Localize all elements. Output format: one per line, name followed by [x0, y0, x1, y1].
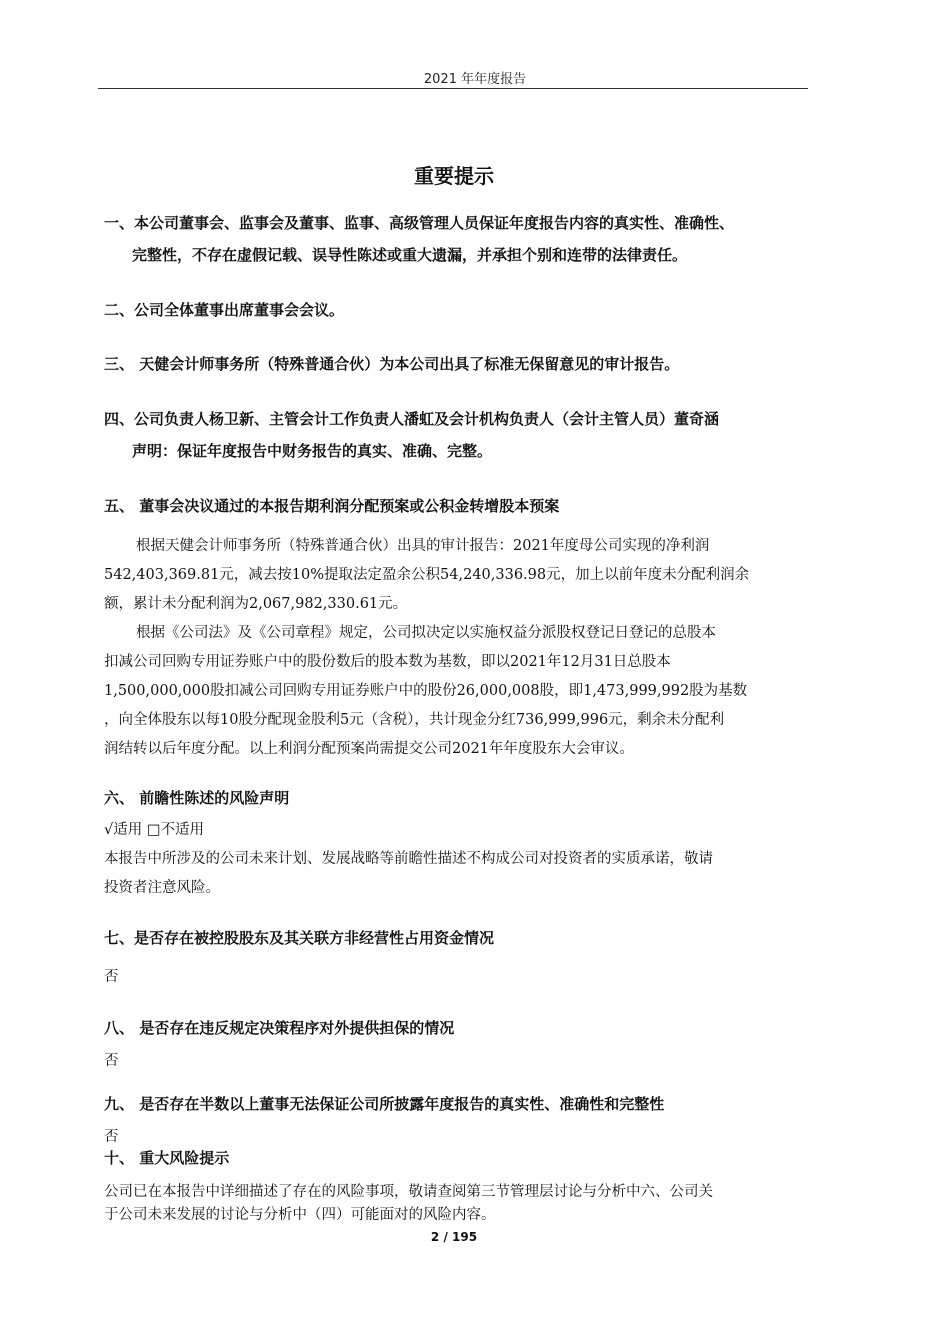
- item-two: 二、公司全体董事出席董事会会议。: [104, 301, 345, 319]
- page-number: 2 / 195: [430, 1230, 478, 1244]
- item-ten-heading: 十、 重大风险提示: [104, 1149, 230, 1167]
- six-checkbox-status: √适用 □不适用: [104, 822, 205, 838]
- five-paragraph2-line4: ，向全体股东以每10股分配现金股利5元（含税），共计现金分红736,999,996元，剩余未分配利: [104, 712, 725, 728]
- page-title: 重要提示: [414, 164, 494, 188]
- item-seven-answer: 否: [104, 969, 119, 985]
- item-four-line2: 声明：保证年度报告中财务报告的真实、准确、完整。: [132, 442, 493, 460]
- five-paragraph2-line3: 1,500,000,000股扣减公司回购专用证券账户中的股份26,000,008股，即1,473,999,992股为基数: [104, 683, 748, 699]
- five-paragraph2-line1: 根据《公司法》及《公司章程》规定，公司拟决定以实施权益分派股权登记日登记的总股本: [136, 625, 716, 641]
- page-header: 2021 年年度报告: [423, 72, 527, 87]
- item-four-line1: 四、公司负责人杨卫新、主管会计工作负责人潘虹及会计机构负责人（会计主管人员）董奇涵: [104, 410, 720, 428]
- five-paragraph2-line2: 扣减公司回购专用证券账户中的股份数后的股本数为基数，即以2021年12月31日总股本: [104, 654, 671, 670]
- header-divider: [98, 88, 808, 89]
- five-paragraph1-line1: 根据天健会计师事务所（特殊普通合伙）出具的审计报告：2021年度母公司实现的净利润: [136, 538, 710, 554]
- item-seven-heading: 七、是否存在被控股股东及其关联方非经营性占用资金情况: [104, 929, 495, 947]
- five-paragraph1-line3: 额，累计未分配利润为2,067,982,330.61元。: [104, 596, 408, 612]
- item-one-line1: 一、本公司董事会、监事会及董事、监事、高级管理人员保证年度报告内容的真实性、准确性、: [104, 214, 735, 232]
- ten-paragraph-line1: 公司已在本报告中详细描述了存在的风险事项，敬请查阅第三节管理层讨论与分析中六、公司关: [104, 1184, 713, 1200]
- item-eight-heading: 八、 是否存在违反规定决策程序对外提供担保的情况: [104, 1019, 455, 1037]
- item-three: 三、 天健会计师事务所（特殊普通合伙）为本公司出具了标准无保留意见的审计报告。: [104, 355, 680, 373]
- item-eight-answer: 否: [104, 1053, 119, 1069]
- item-nine-heading: 九、 是否存在半数以上董事无法保证公司所披露年度报告的真实性、准确性和完整性: [104, 1095, 665, 1113]
- item-six-heading: 六、 前瞻性陈述的风险声明: [104, 789, 290, 807]
- item-five-heading: 五、 董事会决议通过的本报告期利润分配预案或公积金转增股本预案: [104, 497, 560, 515]
- six-paragraph-line1: 本报告中所涉及的公司未来计划、发展战略等前瞻性描述不构成公司对投资者的实质承诺，敬请: [104, 851, 713, 867]
- ten-paragraph-line2: 于公司未来发展的讨论与分析中（四）可能面对的风险内容。: [104, 1207, 496, 1223]
- six-paragraph-line2: 投资者注意风险。: [104, 880, 220, 896]
- five-paragraph2-line5: 润结转以后年度分配。以上利润分配预案尚需提交公司2021年年度股东大会审议。: [104, 741, 634, 757]
- item-one-line2: 完整性，不存在虚假记载、误导性陈述或重大遗漏，并承担个别和连带的法律责任。: [132, 246, 688, 264]
- five-paragraph1-line2: 542,403,369.81元，减去按10%提取法定盈余公积54,240,336.98元，加上以前年度未分配利润余: [104, 567, 750, 583]
- item-nine-answer: 否: [104, 1129, 119, 1145]
